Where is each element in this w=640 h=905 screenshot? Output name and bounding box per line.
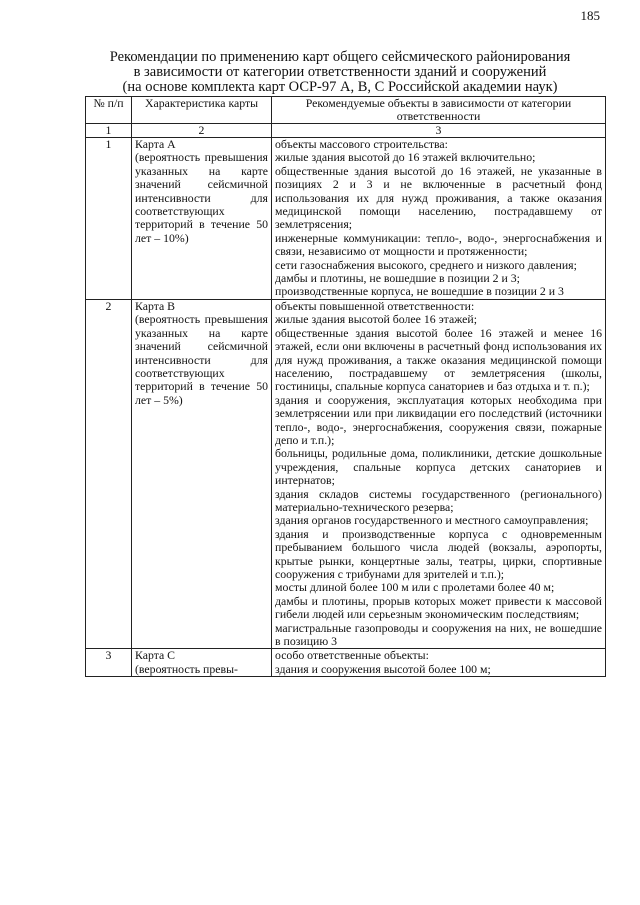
column-number-row bbox=[86, 124, 606, 138]
object-item: инженерные коммуникации: тепло-, водо-, энергоснабжения и связи, независимо от мощности и протяженности; bbox=[275, 230, 602, 259]
object-item: особо ответственные объекты: bbox=[275, 648, 429, 663]
row-number: 3 bbox=[86, 649, 132, 677]
map-description: (вероятность превышения указанных на карте значений сейсмичной интенсивности для соответствующих территорий в течение 50 лет – 10%) bbox=[135, 150, 268, 245]
object-item: магистральные газопроводы и сооружения на них, не вошедшие в позицию 3 bbox=[275, 620, 602, 649]
map-cell bbox=[132, 649, 272, 677]
row-number: 2 bbox=[86, 299, 132, 649]
map-description: (вероятность превышения указанных на карте значений сейсмичной интенсивности для соответствующих территорий в течение 50 лет – 5%) bbox=[135, 312, 268, 407]
map-title: Карта А bbox=[135, 137, 176, 151]
column-number: 2 bbox=[132, 124, 272, 138]
page-title bbox=[80, 50, 600, 95]
objects-cell bbox=[272, 299, 606, 649]
column-number: 1 bbox=[86, 124, 132, 138]
table-row bbox=[86, 649, 606, 677]
object-item: объекты массового строительства: bbox=[275, 137, 448, 151]
map-cell bbox=[132, 299, 272, 649]
title-line-1: Рекомендации по применению карт общего сейсмического районирования bbox=[109, 49, 571, 65]
object-item: мосты длиной более 100 м или с пролетами более 40 м; bbox=[275, 580, 555, 595]
object-item: здания и сооружения высотой более 100 м; bbox=[275, 661, 491, 676]
object-item: дамбы и плотины, прорыв которых может привести к массовой гибели людей или серьезным экономическим последствиям; bbox=[275, 593, 602, 622]
object-item: дамбы и плотины, не вошедшие в позиции 2 и 3; bbox=[275, 271, 520, 286]
row-number: 1 bbox=[86, 138, 132, 300]
title-line-3: (на основе комплекта карт ОСР-97 A, B, C Российской академии наук) bbox=[122, 79, 558, 95]
object-item: больницы, родильные дома, поликлиники, детские дошкольные учреждения, спальные корпуса детских санаториев и интернатов; bbox=[275, 446, 602, 488]
object-item: производственные корпуса, не вошедшие в позиции 2 и 3 bbox=[275, 284, 564, 299]
object-item: здания и сооружения, эксплуатация которых необходима при землетрясении или при ликвидации его последствий (источники тепло-, водо-, энергоснабжения, сооружения связи, пожарные депо и т.п.); bbox=[275, 392, 602, 447]
header-number: № п/п bbox=[86, 97, 132, 124]
map-title: Карта С bbox=[135, 648, 176, 663]
object-item: общественные здания высотой более 16 этажей и менее 16 этажей, если они включены в расчетный фонд использования их для нужд проживания, а также оказания медицинской помощи населению, пострадавшему от землетрясения (школы, гостиницы, спальные корпуса санаториев и баз отдыха и т. п.); bbox=[275, 325, 602, 394]
object-item: сети газоснабжения высокого, среднего и низкого давления; bbox=[275, 257, 577, 272]
objects-cell bbox=[272, 649, 606, 677]
object-item: здания органов государственного и местного самоуправления; bbox=[275, 513, 589, 528]
map-cell bbox=[132, 138, 272, 300]
map-title: Карта В bbox=[135, 298, 176, 313]
header-map-characteristic: Характеристика карты bbox=[132, 97, 272, 124]
objects-cell bbox=[272, 138, 606, 300]
object-item: жилые здания высотой до 16 этажей включительно; bbox=[275, 150, 536, 165]
title-line-2: в зависимости от категории ответственности зданий и сооружений bbox=[133, 64, 547, 80]
header-recommended-objects: Рекомендуемые объекты в зависимости от категории ответственности bbox=[272, 97, 606, 124]
object-item: здания складов системы государственного (регионального) материально-технического резерва; bbox=[275, 486, 602, 514]
object-item: общественные здания высотой до 16 этажей, не указанные в позициях 2 и 3 и не включенные в расчетный фонд использования их для нужд проживания, а также оказания медицинской помощи населению, пострадавшему от землетрясения; bbox=[275, 163, 602, 232]
recommendations-table bbox=[85, 96, 606, 677]
column-number: 3 bbox=[272, 124, 606, 138]
header-row bbox=[86, 97, 606, 124]
object-item: жилые здания высотой более 16 этажей; bbox=[275, 312, 478, 327]
page-number: 185 bbox=[580, 8, 600, 23]
object-item: здания и производственные корпуса с одновременным пребыванием большого числа людей (вокзалы, аэропорты, крытые рынки, концертные залы, театры, цирки, спортивные сооружения с трибунами для зрителей и т.п.); bbox=[275, 526, 602, 581]
object-item: объекты повышенной ответственности: bbox=[275, 298, 475, 313]
table-row bbox=[86, 138, 606, 300]
table-row bbox=[86, 299, 606, 649]
map-description: (вероятность превы- bbox=[135, 661, 238, 676]
